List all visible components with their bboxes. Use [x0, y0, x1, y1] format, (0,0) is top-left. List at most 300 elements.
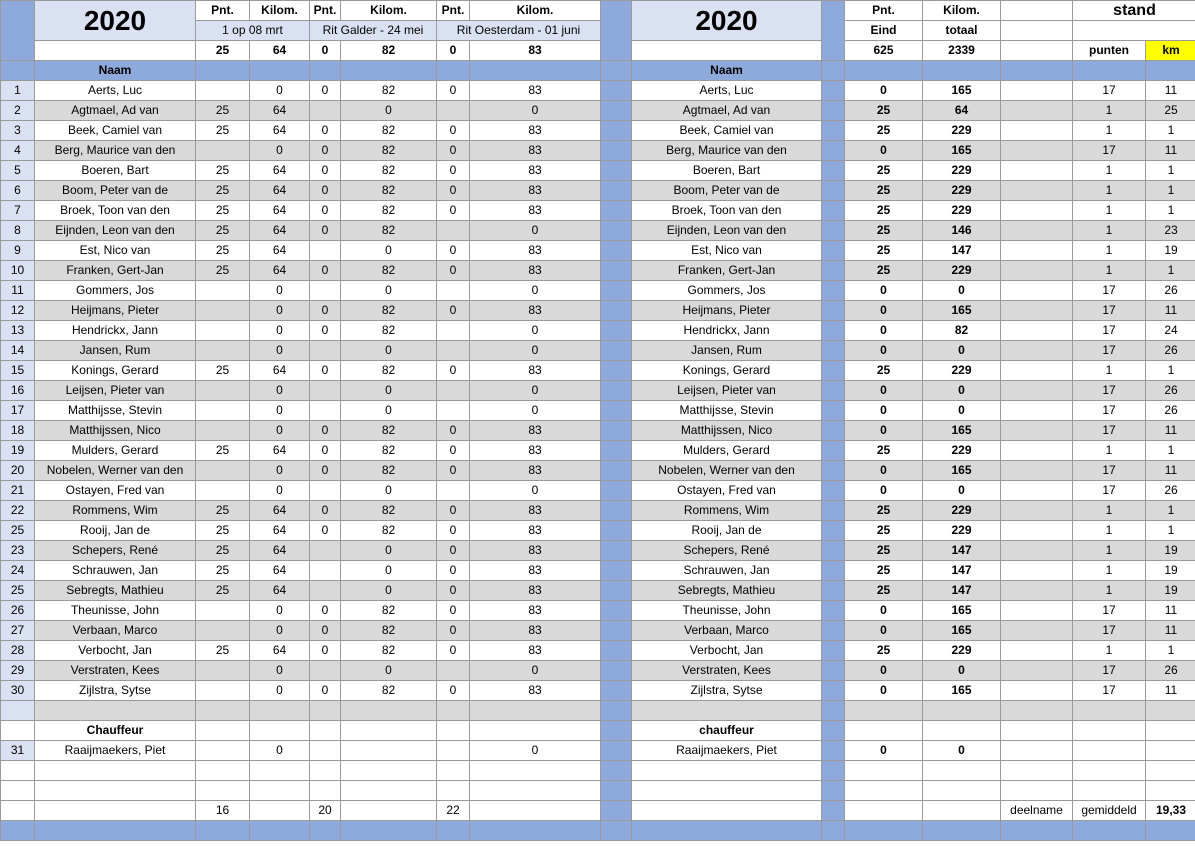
naam-header-right: Naam [632, 61, 822, 81]
stand-punten: 17 [1073, 341, 1146, 361]
totaal-km: 0 [923, 281, 1001, 301]
empty-cell [1146, 701, 1195, 721]
separator-cell [601, 301, 632, 321]
separator-cell [822, 461, 845, 481]
member-name: Konings, Gerard [35, 361, 196, 381]
event1-pnt: 25 [196, 221, 250, 241]
empty-cell [632, 781, 822, 801]
empty-cell [1001, 581, 1073, 601]
table-row [1, 141, 1195, 161]
member-name: Berg, Maurice van den [35, 141, 196, 161]
stand-punten: 17 [1073, 381, 1146, 401]
event1-pnt: 25 [196, 561, 250, 581]
totaal-km: 165 [923, 301, 1001, 321]
event1-km: 64 [250, 441, 310, 461]
event1-pnt [196, 621, 250, 641]
table-row [1, 241, 1195, 261]
table-row [1, 381, 1195, 401]
table-row [1, 661, 1195, 681]
event1-pnt: 25 [196, 541, 250, 561]
right-pnt-header: Pnt. [845, 1, 923, 21]
event2-km: 82 [341, 421, 437, 441]
event3-km: 83 [470, 161, 601, 181]
stand-punten: 1 [1073, 221, 1146, 241]
event2-pnt: 0 [310, 161, 341, 181]
empty-cell [437, 721, 470, 741]
event2-km: 0 [341, 381, 437, 401]
stand-punten: 17 [1073, 321, 1146, 341]
blue-cell [1, 821, 35, 841]
event1-pnt [196, 741, 250, 761]
event1-km: 0 [250, 281, 310, 301]
member-name: Verbocht, Jan [35, 641, 196, 661]
row-number: 2 [1, 101, 35, 121]
event3-pnt [437, 101, 470, 121]
blue-cell [310, 821, 341, 841]
event3-km: 83 [470, 561, 601, 581]
stand-km: 1 [1146, 161, 1195, 181]
empty-cell [196, 781, 250, 801]
empty-cell [1001, 101, 1073, 121]
member-name: Hendrickx, Jann [35, 321, 196, 341]
member-name: Schrauwen, Jan [35, 561, 196, 581]
member-name: Gommers, Jos [35, 281, 196, 301]
empty-cell [1001, 141, 1073, 161]
table-row [1, 421, 1195, 441]
empty-cell [250, 781, 310, 801]
eind-points: 0 [845, 601, 923, 621]
empty-cell [341, 761, 437, 781]
member-name-right: Sebregts, Mathieu [632, 581, 822, 601]
event2-km: 0 [341, 401, 437, 421]
event3-pnt [437, 221, 470, 241]
row-number: 22 [1, 501, 35, 521]
empty-cell [437, 781, 470, 801]
separator-cell [822, 421, 845, 441]
event3-km: 83 [470, 301, 601, 321]
event3-km: 83 [470, 141, 601, 161]
km-header: km [1146, 41, 1195, 61]
separator-cell [822, 181, 845, 201]
event3-km: 83 [470, 621, 601, 641]
event1-km: 64 [250, 501, 310, 521]
stand-km: 11 [1146, 301, 1195, 321]
event2-km [341, 741, 437, 761]
event2-pnt-header: Pnt. [310, 1, 341, 21]
member-name-right: Hendrickx, Jann [632, 321, 822, 341]
separator-cell [601, 421, 632, 441]
separator-cell [601, 341, 632, 361]
separator-cell [601, 561, 632, 581]
event2-pnt: 0 [310, 301, 341, 321]
event3-km-total: 83 [470, 41, 601, 61]
empty-cell [470, 761, 601, 781]
event1-pnt: 25 [196, 241, 250, 261]
table-row [1, 481, 1195, 501]
gemiddeld-value: 19,33 [1146, 801, 1195, 821]
punten-header: punten [1073, 41, 1146, 61]
row-number: 10 [1, 261, 35, 281]
empty-cell [1001, 521, 1073, 541]
member-name-right: Leijsen, Pieter van [632, 381, 822, 401]
event1-pnt: 25 [196, 101, 250, 121]
stand-punten: 17 [1073, 401, 1146, 421]
stand-km: 1 [1146, 121, 1195, 141]
empty-cell [1001, 41, 1073, 61]
eind-points: 0 [845, 341, 923, 361]
separator-cell [601, 81, 632, 101]
separator-cell [822, 641, 845, 661]
row-number: 1 [1, 81, 35, 101]
eind-points: 0 [845, 381, 923, 401]
event1-km: 64 [250, 161, 310, 181]
separator-cell [822, 501, 845, 521]
table-row [1, 741, 1195, 761]
separator-cell [601, 161, 632, 181]
separator-cell [601, 321, 632, 341]
event2-pnt [310, 241, 341, 261]
event1-pnt: 25 [196, 501, 250, 521]
separator-cell [822, 401, 845, 421]
event3-km: 0 [470, 321, 601, 341]
separator-cell [601, 481, 632, 501]
row-number: 20 [1, 461, 35, 481]
event1-km: 0 [250, 481, 310, 501]
event3-km: 0 [470, 341, 601, 361]
blue-cell [845, 61, 923, 81]
event2-pnt [310, 101, 341, 121]
stand-km: 23 [1146, 221, 1195, 241]
stand-punten: 17 [1073, 461, 1146, 481]
table-row [1, 361, 1195, 381]
event1-pnt: 25 [196, 361, 250, 381]
event2-km: 82 [341, 681, 437, 701]
event2-pnt: 0 [310, 141, 341, 161]
eind-points: 25 [845, 221, 923, 241]
table-row [1, 521, 1195, 541]
empty-cell [1001, 81, 1073, 101]
eind-points: 25 [845, 581, 923, 601]
totaal-km: 165 [923, 601, 1001, 621]
event1-pnt: 25 [196, 261, 250, 281]
separator-cell [822, 521, 845, 541]
table-row [1, 101, 1195, 121]
event3-km: 83 [470, 581, 601, 601]
event1-pnt [196, 681, 250, 701]
stand-km: 26 [1146, 401, 1195, 421]
stand-km: 11 [1146, 461, 1195, 481]
table-row [1, 541, 1195, 561]
empty-cell [845, 801, 923, 821]
separator-cell [601, 661, 632, 681]
event2-km: 82 [341, 621, 437, 641]
event2-pnt [310, 541, 341, 561]
event3-pnt: 0 [437, 121, 470, 141]
table-row [1, 621, 1195, 641]
event3-pnt [437, 341, 470, 361]
right-totaal-label: totaal [923, 21, 1001, 41]
event3-pnt: 0 [437, 561, 470, 581]
event3-km: 83 [470, 201, 601, 221]
event1-pnt: 25 [196, 201, 250, 221]
stand-km: 19 [1146, 541, 1195, 561]
stand-km: 19 [1146, 581, 1195, 601]
event3-km: 83 [470, 541, 601, 561]
totaal-km: 0 [923, 401, 1001, 421]
member-name: Broek, Toon van den [35, 201, 196, 221]
stand-punten: 17 [1073, 421, 1146, 441]
eind-points: 0 [845, 401, 923, 421]
event1-km: 64 [250, 541, 310, 561]
empty-cell [1, 781, 35, 801]
stand-punten: 1 [1073, 361, 1146, 381]
event1-km: 64 [250, 181, 310, 201]
row-number: 25 [1, 521, 35, 541]
empty-cell [1001, 201, 1073, 221]
stand-punten: 1 [1073, 581, 1146, 601]
totaal-km: 82 [923, 321, 1001, 341]
blue-cell [1001, 61, 1073, 81]
blue-cell [470, 821, 601, 841]
eind-points: 0 [845, 461, 923, 481]
row-number: 7 [1, 201, 35, 221]
eind-points: 25 [845, 261, 923, 281]
event2-pnt: 0 [310, 501, 341, 521]
separator-cell [601, 461, 632, 481]
blue-cell [1073, 821, 1146, 841]
event2-pnt: 0 [310, 121, 341, 141]
member-name-right: Eijnden, Leon van den [632, 221, 822, 241]
empty-cell [1001, 681, 1073, 701]
empty-cell [310, 721, 341, 741]
member-name-right: Raaijmaekers, Piet [632, 741, 822, 761]
separator-cell [601, 361, 632, 381]
event2-pnt: 0 [310, 221, 341, 241]
stand-km: 1 [1146, 181, 1195, 201]
bottom-band-row [1, 821, 1195, 841]
stand-km: 11 [1146, 681, 1195, 701]
eind-points: 25 [845, 561, 923, 581]
stand-punten: 17 [1073, 141, 1146, 161]
member-name-right: Verstraten, Kees [632, 661, 822, 681]
row-number: 17 [1, 401, 35, 421]
event1-km: 64 [250, 361, 310, 381]
totaal-km: 229 [923, 181, 1001, 201]
event3-km: 83 [470, 501, 601, 521]
member-name-right: Mulders, Gerard [632, 441, 822, 461]
separator-cell [822, 161, 845, 181]
right-kilom-header: Kilom. [923, 1, 1001, 21]
event2-km: 0 [341, 341, 437, 361]
stand-km: 11 [1146, 601, 1195, 621]
stand-km: 26 [1146, 281, 1195, 301]
event1-pnt-header: Pnt. [196, 1, 250, 21]
totaal-km: 229 [923, 261, 1001, 281]
year-title-left: 2020 [35, 1, 196, 41]
empty-cell [845, 761, 923, 781]
event3-km: 0 [470, 481, 601, 501]
event2-km: 82 [341, 361, 437, 381]
stand-km: 1 [1146, 201, 1195, 221]
empty-cell [923, 721, 1001, 741]
row-number: 30 [1, 681, 35, 701]
empty-cell [1073, 761, 1146, 781]
row-number: 12 [1, 301, 35, 321]
empty-row [1, 761, 1195, 781]
separator-cell [822, 321, 845, 341]
member-name: Rommens, Wim [35, 501, 196, 521]
event1-pnt [196, 481, 250, 501]
event2-pnt: 0 [310, 361, 341, 381]
header-row-1 [1, 1, 1195, 21]
event2-pnt [310, 401, 341, 421]
empty-cell [1001, 621, 1073, 641]
blue-cell [632, 821, 822, 841]
event2-pnt: 0 [310, 521, 341, 541]
empty-cell [1001, 401, 1073, 421]
footer-row [1, 801, 1195, 821]
empty-cell [250, 761, 310, 781]
separator-cell [601, 121, 632, 141]
empty-cell [1, 801, 35, 821]
event2-km: 0 [341, 281, 437, 301]
event2-km: 82 [341, 321, 437, 341]
stand-punten: 1 [1073, 501, 1146, 521]
empty-cell [1073, 721, 1146, 741]
member-name: Matthijsse, Stevin [35, 401, 196, 421]
corner-cell [1, 1, 35, 61]
event1-km: 64 [250, 521, 310, 541]
stand-km: 26 [1146, 481, 1195, 501]
table-row [1, 161, 1195, 181]
separator-cell [822, 281, 845, 301]
eind-points: 25 [845, 241, 923, 261]
member-name-right: Matthijsse, Stevin [632, 401, 822, 421]
empty-cell [822, 701, 845, 721]
separator-cell [822, 481, 845, 501]
totaal-km: 64 [923, 101, 1001, 121]
table-row [1, 121, 1195, 141]
event1-km: 0 [250, 621, 310, 641]
member-name-right: Verbaan, Marco [632, 621, 822, 641]
empty-cell [1001, 761, 1073, 781]
event1-pnt [196, 321, 250, 341]
eind-points: 0 [845, 421, 923, 441]
blue-cell [437, 61, 470, 81]
event3-pnt: 0 [437, 301, 470, 321]
blue-cell [1073, 61, 1146, 81]
event3-pnt: 0 [437, 461, 470, 481]
event3-pnt: 0 [437, 201, 470, 221]
member-name-right: Theunisse, John [632, 601, 822, 621]
member-name-right: Gommers, Jos [632, 281, 822, 301]
stand-punten [1073, 741, 1146, 761]
row-number: 23 [1, 541, 35, 561]
stand-punten: 1 [1073, 101, 1146, 121]
empty-cell [601, 801, 632, 821]
empty-cell [1001, 361, 1073, 381]
member-name-right: Zijlstra, Sytse [632, 681, 822, 701]
event1-pnt: 25 [196, 181, 250, 201]
event2-pnt: 0 [310, 601, 341, 621]
separator-cell [822, 121, 845, 141]
event3-pnt [437, 401, 470, 421]
totaal-km: 165 [923, 681, 1001, 701]
empty-cell [1001, 321, 1073, 341]
empty-cell [196, 761, 250, 781]
member-name: Theunisse, John [35, 601, 196, 621]
event3-km: 0 [470, 661, 601, 681]
separator-cell [601, 141, 632, 161]
empty-cell [845, 701, 923, 721]
empty-cell [470, 801, 601, 821]
event2-km: 82 [341, 641, 437, 661]
row-number: 8 [1, 221, 35, 241]
event1-participant-count: 16 [196, 801, 250, 821]
stand-km: 19 [1146, 241, 1195, 261]
separator-cell [601, 101, 632, 121]
blue-cell [310, 61, 341, 81]
event2-km: 0 [341, 101, 437, 121]
empty-cell [310, 781, 341, 801]
stand-punten: 1 [1073, 181, 1146, 201]
separator-cell [601, 261, 632, 281]
totaal-km: 165 [923, 621, 1001, 641]
empty-cell [1001, 21, 1073, 41]
row-number: 25 [1, 581, 35, 601]
member-name-right: Matthijssen, Nico [632, 421, 822, 441]
empty-cell [1001, 181, 1073, 201]
event2-pnt [310, 581, 341, 601]
empty-cell [1146, 781, 1195, 801]
event2-km: 82 [341, 501, 437, 521]
empty-cell [601, 761, 632, 781]
empty-cell [1073, 781, 1146, 801]
totaal-km: 147 [923, 541, 1001, 561]
totaal-km: 0 [923, 381, 1001, 401]
table-row [1, 561, 1195, 581]
chauffeur-header-right: chauffeur [632, 721, 822, 741]
event3-pnt: 0 [437, 441, 470, 461]
separator-cell [601, 441, 632, 461]
separator-cell [822, 561, 845, 581]
table-row [1, 581, 1195, 601]
stand-km: 24 [1146, 321, 1195, 341]
event2-pnt [310, 481, 341, 501]
event1-km: 64 [250, 241, 310, 261]
empty-cell [632, 761, 822, 781]
event2-km: 82 [341, 221, 437, 241]
separator-cell [822, 201, 845, 221]
blue-cell [35, 821, 196, 841]
gemiddeld-label: gemiddeld [1073, 801, 1146, 821]
event1-km: 0 [250, 341, 310, 361]
member-name: Nobelen, Werner van den [35, 461, 196, 481]
empty-cell [437, 761, 470, 781]
empty-cell [1001, 781, 1073, 801]
member-name: Raaijmaekers, Piet [35, 741, 196, 761]
event2-km: 82 [341, 141, 437, 161]
row-number: 9 [1, 241, 35, 261]
table-row [1, 401, 1195, 421]
empty-cell [250, 801, 310, 821]
member-name: Matthijssen, Nico [35, 421, 196, 441]
event2-pnt [310, 281, 341, 301]
event2-participant-count: 20 [310, 801, 341, 821]
separator-cell [601, 621, 632, 641]
totaal-km: 229 [923, 121, 1001, 141]
empty-cell [1001, 541, 1073, 561]
